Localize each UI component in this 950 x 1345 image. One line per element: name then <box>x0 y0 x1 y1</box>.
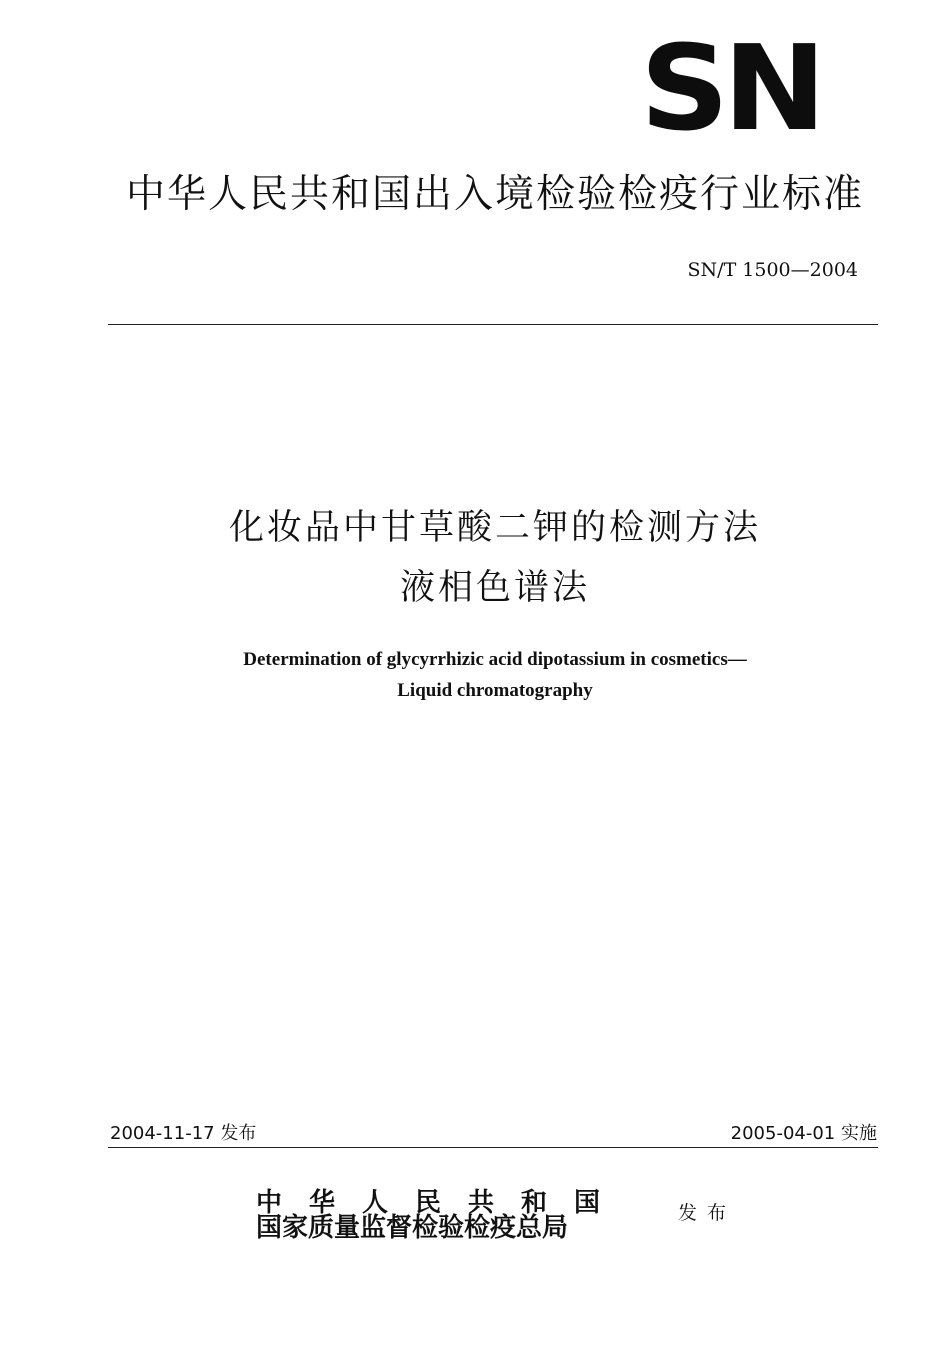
sn-logo: SN <box>640 19 821 157</box>
standard-number: SN/T 1500—2004 <box>687 259 858 281</box>
footer-divider <box>108 1147 878 1148</box>
issue-action-label: 发布 <box>678 1202 737 1224</box>
issuer-line-2: 国家质量监督检验检疫总局 <box>256 1213 569 1243</box>
header-divider <box>108 324 878 325</box>
implementation-date: 2005-04-01 实施 <box>730 1123 877 1144</box>
issuer-line-1: 中华人民共和国 <box>256 1188 628 1218</box>
issuing-authority-title: 中华人民共和国出入境检验检疫行业标准 <box>125 172 864 217</box>
english-title-line-2: Liquid chromatography <box>397 680 593 701</box>
chinese-title-line-2: 液相色谱法 <box>399 568 590 608</box>
chinese-title-line-1: 化妆品中甘草酸二钾的检测方法 <box>228 508 761 548</box>
release-date: 2004-11-17 发布 <box>110 1123 257 1144</box>
english-title-line-1: Determination of glycyrrhizic acid dipotassium in cosmetics— <box>243 649 747 670</box>
